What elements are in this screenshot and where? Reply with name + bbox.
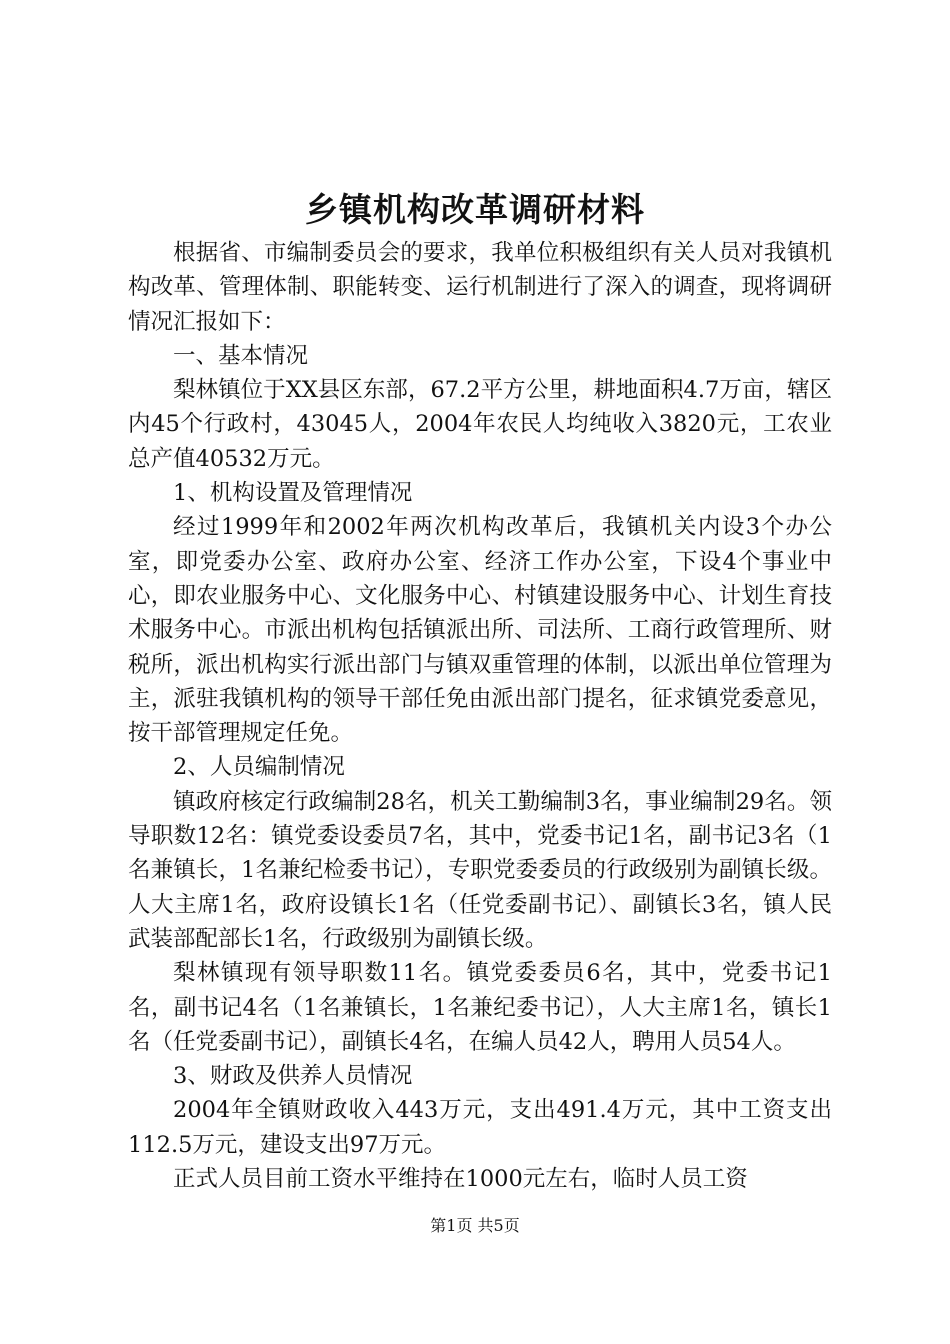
paragraph-intro: 根据省、市编制委员会的要求，我单位积极组织有关人员对我镇机构改革、管理体制、职能转变、运行机制进行了深入的调查，现将调研情况汇报如下： (128, 240, 832, 335)
page-footer: 第1页 共5页 (430, 1216, 520, 1235)
paragraph-staffing-quota: 镇政府核定行政编制28名，机关工勤编制3名，事业编制29名。领导职数12名：镇党委设委员7名，其中，党委书记1名，副书记3名（1名兼镇长，1名兼纪检委书记），专职党委委员的行政级别为副镇长级。人大主席1名，政府设镇长1名（任党委副书记）、副镇长3名，镇人民武装部配部长1名，行政级别为副镇长级。 (128, 788, 832, 952)
paragraph-organization: 经过1999年和2002年两次机构改革后，我镇机关内设3个办公室，即党委办公室、政府办公室、经济工作办公室，下设4个事业中心，即农业服务中心、文化服务中心、村镇建设服务中心、计划生育技术服务中心。市派出机构包括镇派出所、司法所、工商行政管理所、财税所，派出机构实行派出部门与镇双重管理的体制，以派出单位管理为主，派驻我镇机构的领导干部任免由派出部门提名，征求镇党委意见，按干部管理规定任免。 (128, 514, 832, 747)
paragraph-finance: 2004年全镇财政收入443万元，支出491.4万元，其中工资支出112.5万元，建设支出97万元。 (128, 1097, 832, 1158)
document-body (128, 236, 832, 1196)
heading-basic-situation: 一、基本情况 (173, 342, 309, 369)
paragraph-salary: 正式人员目前工资水平维持在1000元左右，临时人员工资 (173, 1166, 748, 1193)
paragraph-town-overview: 梨林镇位于XX县区东部，67.2平方公里，耕地面积4.7万亩，辖区内45个行政村，43045人，2004年农民人均纯收入3820元，工农业总产值40532万元。 (128, 377, 832, 472)
paragraph-staffing-current: 梨林镇现有领导职数11名。镇党委委员6名，其中，党委书记1名，副书记4名（1名兼镇长，1名兼纪委书记），人大主席1名，镇长1名（任党委副书记），副镇长4名，在编人员42人，聘用人员54人。 (128, 960, 832, 1055)
heading-staffing: 2、人员编制情况 (173, 754, 345, 781)
heading-finance: 3、财政及供养人员情况 (173, 1063, 413, 1090)
heading-organization: 1、机构设置及管理情况 (173, 480, 413, 507)
document-title: 乡镇机构改革调研材料 (305, 190, 645, 229)
